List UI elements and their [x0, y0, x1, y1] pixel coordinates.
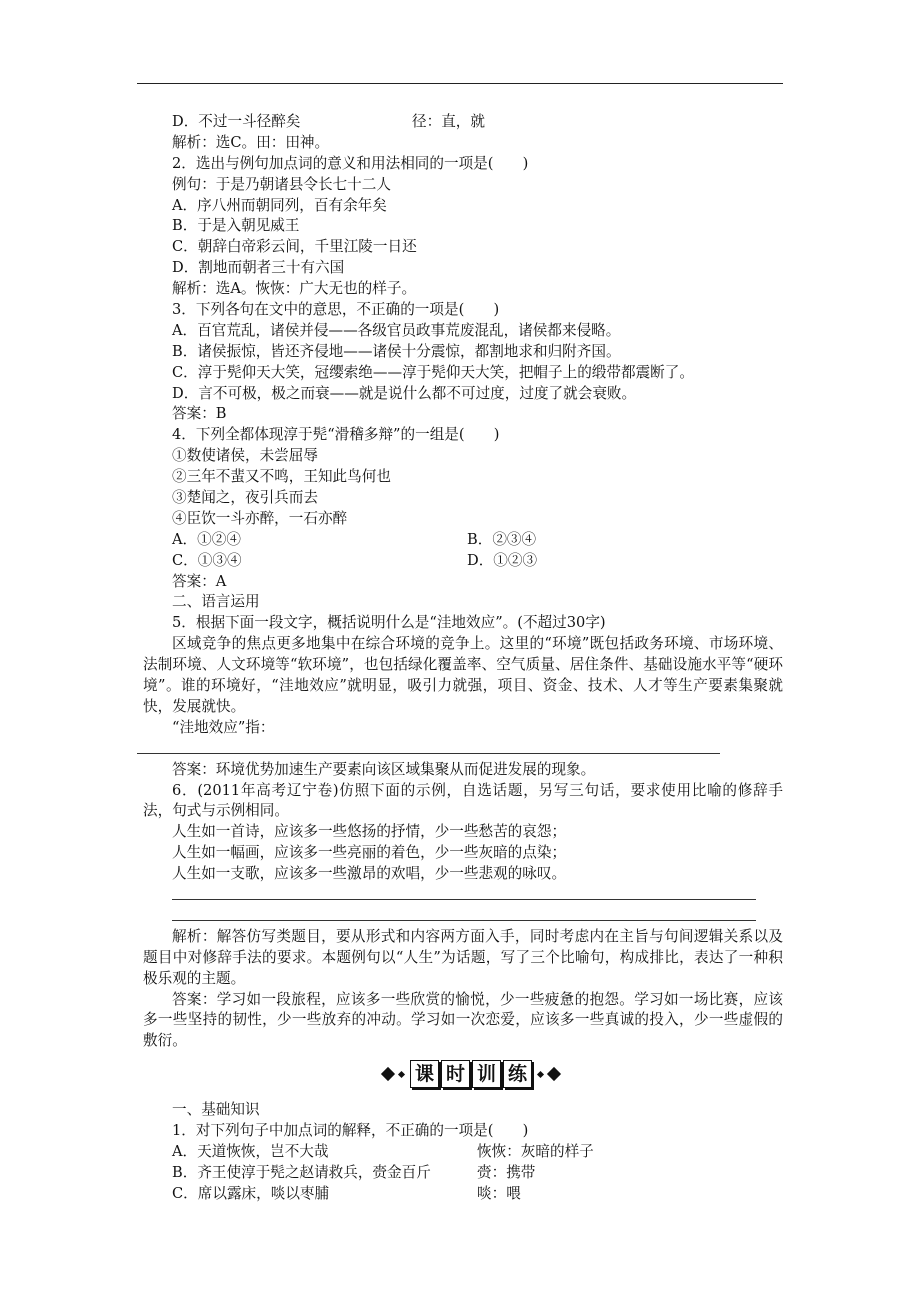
text-line — [143, 216, 783, 237]
line-text: D．割地而朝者三十有六国 — [172, 259, 345, 277]
q6-example-1: 人生如一首诗，应该多一些悠扬的抒情，少一些愁苦的哀怨； — [172, 823, 567, 841]
text-line — [143, 363, 783, 384]
line-text: C．席以露床，啖以枣脯 — [172, 1184, 330, 1202]
practice-lines — [143, 1100, 783, 1204]
line-text: 5．根据下面一段文字，概括说明什么是“洼地效应”。(不超过30字) — [172, 614, 606, 632]
line-text: C．淳于髡仰天大笑，冠缨索绝——淳于髡仰天大笑，把帽子上的缎带都震断了。 — [172, 363, 694, 381]
text-line — [143, 154, 783, 175]
text-line — [143, 404, 783, 425]
text-line — [143, 196, 783, 217]
text-line — [143, 112, 783, 133]
line-annotation: B．②③④ — [467, 530, 537, 548]
line-text: 1．对下列句子中加点词的解释，不正确的一项是( ) — [172, 1122, 529, 1140]
line-text: 解析：选A。恢恢：广大无也的样子。 — [172, 280, 417, 298]
text-line — [143, 592, 783, 613]
q6-answer-blank-1[interactable] — [143, 885, 783, 906]
q6-example-3: 人生如一支歌，应该多一些激昂的欢唱，少一些悲观的咏叹。 — [172, 865, 567, 883]
line-text: ②三年不蜚又不鸣，王知此鸟何也 — [172, 468, 391, 486]
text-line — [143, 258, 783, 279]
small-diamond-icon — [398, 1071, 405, 1078]
line-text: 二、语言运用 — [172, 593, 260, 611]
line-text: A．①②④ — [172, 530, 241, 548]
text-line — [143, 1121, 783, 1142]
text-line — [143, 175, 783, 196]
line-text: ①数使诸侯，未尝屈辱 — [172, 447, 318, 465]
diamond-icon — [381, 1067, 395, 1081]
line-text: 2．选出与例句加点词的意义和用法相同的一项是( ) — [172, 154, 529, 172]
section-title: 课 时 训 练 — [410, 1060, 532, 1088]
line-text: C．①③④ — [172, 551, 242, 569]
small-diamond-icon — [537, 1071, 544, 1078]
q6-example-2: 人生如一幅画，应该多一些亮丽的着色，少一些灰暗的点染； — [172, 844, 567, 862]
text-line — [143, 1184, 783, 1205]
line-text: 一、基础知识 — [172, 1101, 260, 1119]
line-text: A．序八州而朝同列，百有余年矣 — [172, 196, 387, 214]
section-header — [143, 1056, 783, 1096]
line-text: 3．下列各句在文中的意思，不正确的一项是( ) — [172, 301, 500, 319]
line-text: B．诸侯振惊，皆还齐侵地——诸侯十分震惊，都割地求和归附齐国。 — [172, 342, 621, 360]
line-text: C．朝辞白帝彩云间，千里江陵一日还 — [172, 238, 417, 256]
line-annotation: 赍：携带 — [477, 1163, 536, 1181]
line-text: B．齐王使淳于髡之赵请救兵，赍金百斤 — [172, 1163, 431, 1181]
q6-answer-blank-2[interactable] — [143, 906, 783, 927]
q6-answer: 答案：学习如一段旅程，应该多一些欣赏的愉悦，少一些疲惫的抱怨。学习如一场比赛，应该多一些坚持的韧性，少一些放弃的冲动。学习如一次恋爱，应该多一些真诚的投入，少一些虚假的敷衍。 — [143, 990, 783, 1050]
text-line — [143, 467, 783, 488]
line-text: 答案：A — [172, 572, 227, 590]
line-text: ③楚闻之，夜引兵而去 — [172, 489, 318, 507]
text-line — [143, 279, 783, 300]
q5-answer: 答案：环境优势加速生产要素向该区域集聚从而促进发展的现象。 — [172, 760, 596, 778]
text-line — [143, 509, 783, 530]
text-line — [143, 488, 783, 509]
question-lines — [143, 112, 783, 634]
line-text: A．百官荒乱，诸侯并侵——各级官员政事荒废混乱，诸侯都来侵略。 — [172, 321, 621, 339]
text-line — [143, 572, 783, 593]
line-annotation: 啖：喂 — [477, 1184, 521, 1202]
line-text: B．于是入朝见威王 — [172, 217, 300, 235]
q5-answer-blank[interactable] — [143, 739, 783, 760]
line-text: 4．下列全都体现淳于髡“滑稽多辩”的一组是( ) — [172, 426, 500, 444]
line-text: D．言不可极，极之而衰——就是说什么都不可过度，过度了就会衰败。 — [172, 384, 637, 402]
text-line — [143, 384, 783, 405]
text-line — [143, 237, 783, 258]
text-line — [143, 425, 783, 446]
line-annotation: D．①②③ — [467, 551, 538, 569]
line-text: 解析：选C。田：田神。 — [172, 133, 330, 151]
line-text: A．天道恢恢，岂不大哉 — [172, 1143, 329, 1161]
text-line — [143, 551, 783, 572]
line-annotation: 径：直，就 — [412, 113, 485, 130]
line-text: ④臣饮一斗亦醉，一石亦醉 — [172, 509, 348, 527]
line-text: 答案：B — [172, 405, 227, 423]
text-line — [143, 133, 783, 154]
text-line — [143, 446, 783, 467]
text-line — [143, 1142, 783, 1163]
q6-prompt: 6．(2011年高考辽宁卷)仿照下面的示例，自选话题，另写三句话，要求使用比喻的修辞手法，句式与示例相同。 — [143, 781, 783, 820]
document-body — [143, 112, 783, 1205]
header-rule — [137, 83, 783, 84]
text-line — [143, 342, 783, 363]
diamond-icon — [547, 1067, 561, 1081]
text-line — [143, 1163, 783, 1184]
text-line — [143, 300, 783, 321]
text-line — [143, 530, 783, 551]
q6-analysis: 解析：解答仿写类题目，要从形式和内容两方面入手，同时考虑内在主旨与句间逻辑关系以及题目中对修辞手法的要求。本题例句以“人生”为话题，写了三个比喻句，构成排比，表达了一种积极乐观的主题。 — [143, 927, 783, 987]
line-annotation: 恢恢：灰暗的样子 — [477, 1143, 594, 1161]
q5-prompt: “洼地效应”指： — [172, 718, 275, 736]
line-text: D．不过一斗径醉矣 — [172, 113, 301, 130]
text-line — [143, 321, 783, 342]
line-text: 例句：于是乃朝诸县令长七十二人 — [172, 175, 391, 193]
q5-passage: 区域竞争的焦点更多地集中在综合环境的竞争上。这里的“环境”既包括政务环境、市场环境、法制环境、人文环境等“软环境”，也包括绿化覆盖率、空气质量、居住条件、基础设施水平等“硬环境”。谁的环境好，“洼地效应”就明显，吸引力就强，项目、资金、技术、人才等生产要素集聚就快，发展就快。 — [143, 635, 783, 715]
text-line — [143, 1100, 783, 1121]
text-line — [143, 613, 783, 634]
